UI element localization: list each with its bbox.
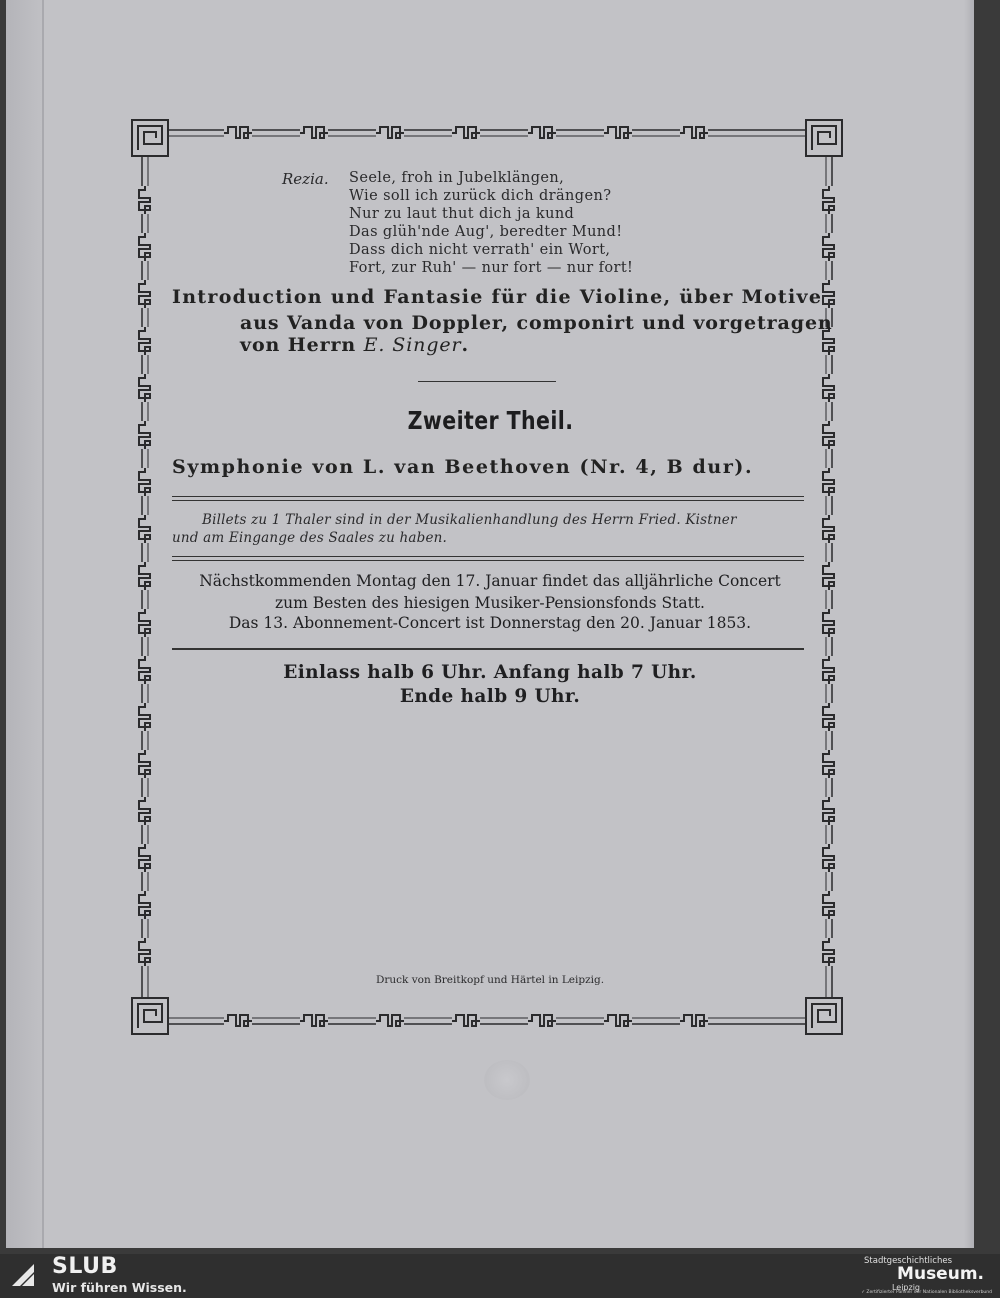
slub-logo-icon[interactable] <box>8 1256 44 1292</box>
section-title: Zweiter Theil. <box>407 406 574 435</box>
verse-line: Nur zu laut thut dich ja kund <box>349 206 575 222</box>
verse-line: Fort, zur Ruh' — nur fort — nur fort! <box>349 260 634 276</box>
verse-role: Rezia. <box>282 170 329 188</box>
slub-tagline: Wir führen Wissen. <box>52 1280 187 1295</box>
times-line-2: Ende halb 9 Uhr. <box>399 686 581 707</box>
double-divider <box>172 496 804 501</box>
introduction-line-3 <box>240 334 469 356</box>
billets-line-1: Billets zu 1 Thaler sind in der Musikalienhandlung des Herrn Fried. Kistner <box>202 512 737 528</box>
verse-line: Wie soll ich zurück dich drängen? <box>349 188 612 204</box>
times-line-1: Einlass halb 6 Uhr. Anfang halb 7 Uhr. <box>283 662 697 683</box>
notice-line-3: Das 13. Abonnement-Concert ist Donnerstag den 20. Januar 1853. <box>228 614 752 632</box>
verse-line: Dass dich nicht verrath' ein Wort, <box>349 242 611 258</box>
printer-note: Druck von Breitkopf und Härtel in Leipzig. <box>375 974 605 986</box>
slub-name[interactable]: SLUB <box>52 1254 118 1279</box>
single-divider <box>172 648 804 650</box>
museum-label-top: Stadtgeschichtliches <box>864 1256 952 1266</box>
notice-line-1: Nächstkommenden Montag den 17. Januar findet das alljährliche Concert <box>199 572 781 590</box>
introduction-suffix: . <box>461 334 470 356</box>
short-divider <box>418 381 556 382</box>
introduction-prefix: von Herrn <box>240 334 357 356</box>
introduction-line-1: Introduction und Fantasie für die Violine, über Motive <box>172 286 823 308</box>
viewer-footer <box>0 1254 1000 1298</box>
document-page <box>6 0 974 1248</box>
performer-name: E. Singer <box>363 334 462 356</box>
blind-stamp <box>484 1060 530 1100</box>
verse-line: Das glüh'nde Aug', beredter Mund! <box>349 224 623 240</box>
symphony-line: Symphonie von L. van Beethoven (Nr. 4, B dur). <box>172 456 754 478</box>
museum-logo[interactable]: Museum. <box>897 1264 984 1284</box>
museum-city: Leipzig <box>891 1283 920 1292</box>
double-divider <box>172 556 804 561</box>
billets-line-2: und am Eingange des Saales zu haben. <box>172 530 448 546</box>
notice-line-2: zum Besten des hiesigen Musiker-Pensionsfonds Statt. <box>275 594 705 612</box>
introduction-line-2: aus Vanda von Doppler, componirt und vorgetragen <box>240 312 833 334</box>
verse-line: Seele, froh in Jubelklängen, <box>349 170 565 186</box>
museum-partner-note: ✓ Zertifizierter Partner der Nationalen Bibliotheksverbund <box>861 1290 992 1295</box>
